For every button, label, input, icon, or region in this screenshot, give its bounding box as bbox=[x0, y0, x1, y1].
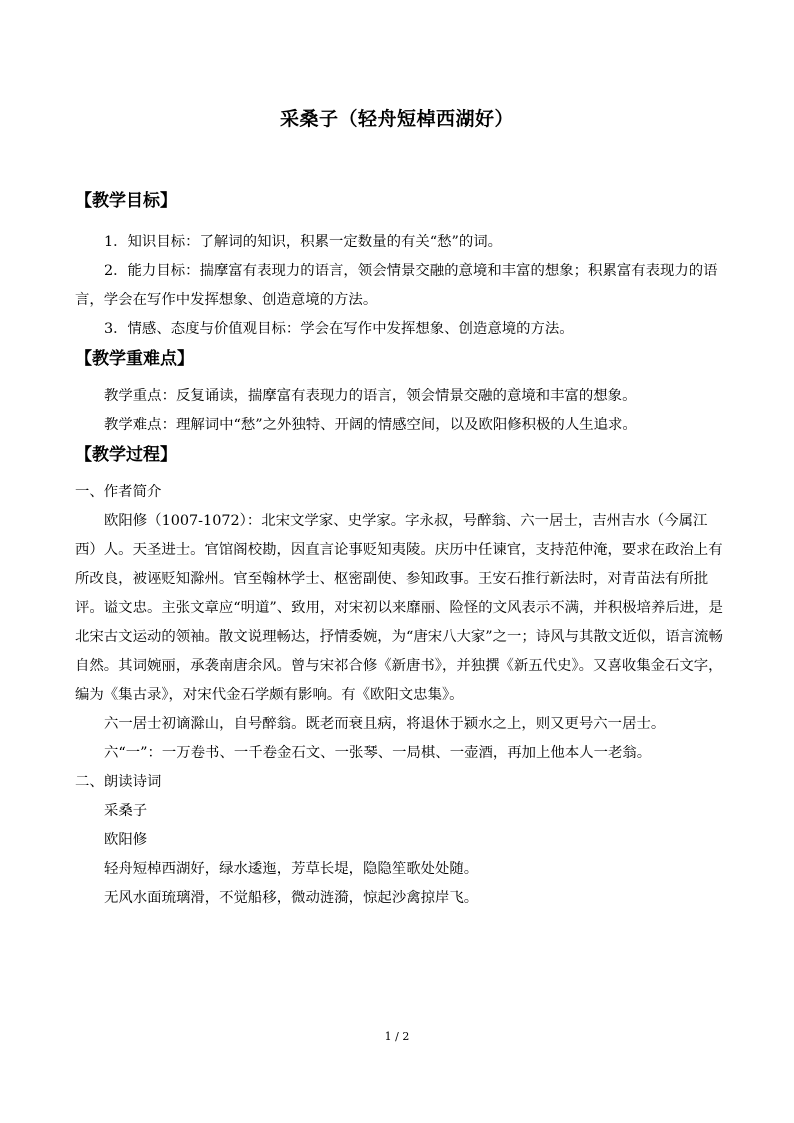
poem-author: 欧阳修 bbox=[104, 832, 148, 848]
process-heading: 【教学过程】 bbox=[75, 445, 177, 465]
keypoint-item: 教学难点：理解词中“愁”之外独特、开阔的情感空间，以及欧阳修积极的人生追求。 bbox=[104, 417, 637, 433]
author-bio-paragraph: 六一居士初谪滁山，自号醉翁。既老而衰且病，将退休于颍水之上，则又更号六一居士。 bbox=[104, 716, 666, 732]
author-bio-paragraph: 六“一”：一万卷书、一千卷金石文、一张琴、一局棋、一壶酒，再加上他本人一老翁。 bbox=[104, 745, 652, 761]
objective-item: 2．能力目标：揣摩富有表现力的语言，领会情景交融的意境和丰富的想象；积累富有表现力的语言，学会在写作中发挥想象、创造意境的方法。 bbox=[75, 263, 718, 308]
objectives-list bbox=[75, 228, 725, 344]
process-section bbox=[75, 478, 725, 913]
document-body bbox=[75, 186, 725, 913]
objectives-heading: 【教学目标】 bbox=[75, 191, 177, 211]
poem-line: 无风水面琉璃滑，不觉船移，微动涟漪，惊起沙禽掠岸飞。 bbox=[104, 890, 479, 906]
keypoints-heading: 【教学重难点】 bbox=[75, 349, 194, 369]
poem-line: 轻舟短棹西湖好，绿水逶迤，芳草长堤，隐隐笙歌处处随。 bbox=[104, 861, 479, 877]
objective-item: 1．知识目标：了解词的知识，积累一定数量的有关“愁”的词。 bbox=[104, 234, 503, 250]
objective-item: 3．情感、态度与价值观目标：学会在写作中发挥想象、创造意境的方法。 bbox=[104, 321, 574, 337]
section-title-reading: 二、朗读诗词 bbox=[75, 774, 162, 790]
poem-title: 采桑子 bbox=[104, 803, 148, 819]
document-title: 采桑子（轻舟短棹西湖好） bbox=[279, 108, 514, 130]
page-number: 1 / 2 bbox=[384, 1030, 410, 1043]
author-bio-paragraph: 欧阳修（1007-1072）：北宋文学家、史学家。字永叔，号醉翁、六一居士，吉州吉水（今属江西）人。天圣进士。官馆阁校勘，因直言论事贬知夷陵。庆历中任谏官，支持范仲淹，要求在政治上有所改良，被诬贬知滁州。官至翰林学士、枢密副使、参知政事。王安石推行新法时，对青苗法有所批评。谥文忠。主张文章应“明道”、致用，对宋初以来靡丽、险怪的文风表示不满，并积极培养后进，是北宋古文运动的领袖。散文说理畅达，抒情委婉，为“唐宋八大家”之一；诗风与其散文近似，语言流畅自然。其词婉丽，承袭南唐余风。曾与宋祁合修《新唐书》，并独撰《新五代史》。又喜收集金石文字，编为《集古录》，对宋代金石学颇有影响。有《欧阳文忠集》。 bbox=[75, 513, 723, 703]
keypoints-list bbox=[75, 382, 725, 440]
keypoint-item: 教学重点：反复诵读，揣摩富有表现力的语言，领会情景交融的意境和丰富的想象。 bbox=[104, 388, 637, 404]
section-title-author: 一、作者简介 bbox=[75, 484, 162, 500]
